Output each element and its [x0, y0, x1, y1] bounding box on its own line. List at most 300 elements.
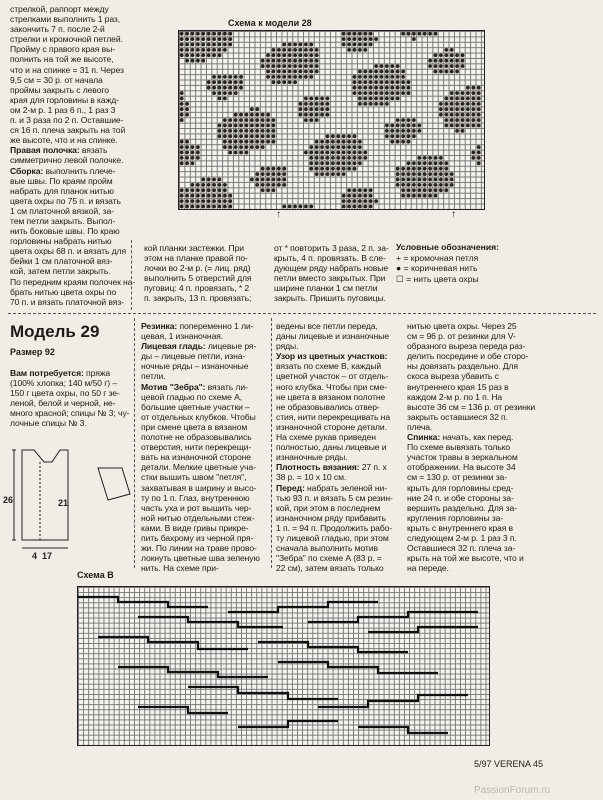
chartB-step-line	[308, 612, 478, 622]
chart28-dot	[407, 80, 411, 84]
chart28-dot	[185, 102, 189, 106]
chart28-dot	[315, 70, 319, 74]
chart28-dot	[434, 183, 438, 187]
chart28-dot	[223, 37, 227, 41]
chart28-dot	[369, 80, 373, 84]
chartB-step-line	[228, 602, 378, 612]
chart28-dot	[439, 102, 443, 106]
chart28-dot	[347, 151, 351, 155]
chart28-dot	[234, 129, 238, 133]
chart28-dot	[455, 107, 459, 111]
text-line: полнить на той же высоте,	[10, 54, 114, 65]
chart28-dot	[374, 91, 378, 95]
chart28-dot	[434, 178, 438, 182]
text-line: же высоте, что и на спинке.	[10, 135, 118, 146]
chart28-dot	[315, 113, 319, 117]
chart28-dot	[407, 32, 411, 36]
chart28-dot	[434, 156, 438, 160]
chart28-dot	[261, 124, 265, 128]
chart28-dot	[358, 140, 362, 144]
chart28-dot	[342, 172, 346, 176]
chart28-dot	[390, 97, 394, 101]
chart28-dot	[396, 140, 400, 144]
chart28-dot	[245, 140, 249, 144]
chart28-dot	[228, 118, 232, 122]
column-4	[407, 321, 537, 573]
chart28-dot	[239, 129, 243, 133]
chart28-dot	[320, 151, 324, 155]
chart28-dot	[396, 172, 400, 176]
chart28-dot	[401, 86, 405, 90]
chart28-dot	[461, 124, 465, 128]
text-line: ние 24 п. и обе стороны за-	[407, 492, 514, 503]
right-column-top	[274, 243, 392, 304]
text-line: ды – лицевые петли, изна-	[141, 351, 246, 362]
chart28-dot	[390, 129, 394, 133]
text-line: изнаночные ряды.	[276, 452, 348, 463]
chart28-dot	[369, 70, 373, 74]
chart28-dot	[439, 59, 443, 63]
chart28-dot	[315, 102, 319, 106]
text-line: большие цветные участки –	[141, 401, 250, 412]
chart28-dot	[212, 86, 216, 90]
chart28-dot	[336, 156, 340, 160]
chart28-dot	[444, 183, 448, 187]
chart28-dot	[272, 118, 276, 122]
chart28-dot	[207, 199, 211, 203]
chart28-dot	[212, 205, 216, 209]
chart28-dot	[358, 32, 362, 36]
chart28-dot	[288, 70, 292, 74]
chart28-dot	[245, 151, 249, 155]
chart28-dot	[326, 161, 330, 165]
chart28-dot	[353, 134, 357, 138]
chart28-dot	[212, 183, 216, 187]
chart28-dot	[261, 172, 265, 176]
chart28-dot	[363, 188, 367, 192]
chart28-dot	[353, 80, 357, 84]
chart28-dot	[191, 194, 195, 198]
chart28-dot	[347, 199, 351, 203]
watermark: PassionForum.ru	[474, 785, 551, 796]
chart28-dot	[477, 161, 481, 165]
chart28-dot	[201, 32, 205, 36]
chart28-dot	[304, 48, 308, 52]
text-line: пуговиц: 4 п. провязать, * 2	[144, 283, 250, 294]
chart28-dot	[272, 167, 276, 171]
chart28-dot	[369, 97, 373, 101]
chart28-dot	[477, 86, 481, 90]
chart28-dot	[461, 107, 465, 111]
chart28-dot	[363, 205, 367, 209]
chart28-dot	[239, 145, 243, 149]
chart28-dot	[336, 161, 340, 165]
chart28-dot	[299, 59, 303, 63]
text-line: полностью, даны лицевые и	[276, 442, 387, 453]
chart28-dot	[309, 70, 313, 74]
chart28-dot	[288, 53, 292, 57]
text-line: закрыть оставшиеся 32 п.	[407, 411, 508, 422]
chart28-dot	[288, 48, 292, 52]
text-line: от * повторить 3 раза, 2 п. за-	[274, 243, 389, 253]
chart28-dot	[390, 75, 394, 79]
chart28-dot	[444, 48, 448, 52]
chart28-dot	[191, 188, 195, 192]
chart28-dot	[272, 129, 276, 133]
text-line: крыть с внутреннего края в	[407, 522, 514, 533]
chart28-dot	[282, 59, 286, 63]
chart28-dot	[293, 75, 297, 79]
chart28-dot	[309, 118, 313, 122]
chart28-dot	[180, 194, 184, 198]
mid-column-top	[144, 243, 269, 304]
text-line: дующем ряду набрать новые	[274, 263, 389, 274]
chart28-dot	[439, 188, 443, 192]
chart28-dot	[191, 59, 195, 63]
chart28-dot	[277, 80, 281, 84]
chart28-dot	[477, 91, 481, 95]
chart28-dot	[423, 178, 427, 182]
chart28-dot	[385, 80, 389, 84]
chart28-dot	[201, 53, 205, 57]
chart28-dot	[293, 70, 297, 74]
chart28-dot	[185, 140, 189, 144]
chart28-dot	[320, 97, 324, 101]
chart28-dot	[288, 75, 292, 79]
chart28-dot	[239, 140, 243, 144]
chart28-dot	[407, 124, 411, 128]
chart28-dot	[423, 156, 427, 160]
chartB-step-line	[188, 687, 338, 699]
chart28-dot	[288, 43, 292, 47]
chart28-dot	[477, 151, 481, 155]
chart28-dot	[412, 183, 416, 187]
chart28-dot	[245, 118, 249, 122]
chart28-dot	[207, 32, 211, 36]
chart28-dot	[428, 194, 432, 198]
chart28-dot	[417, 178, 421, 182]
chart28-dot	[444, 97, 448, 101]
chart28-dot	[342, 37, 346, 41]
text-line: кой, затем петли закрыть.	[10, 266, 111, 277]
chart28-dot	[272, 53, 276, 57]
chart28-dot	[250, 145, 254, 149]
chart28-dot	[207, 178, 211, 182]
chart28-dot	[477, 97, 481, 101]
text-line: симметрично левой полочке.	[10, 155, 124, 166]
chart28-dot	[185, 113, 189, 117]
chart28-dot	[191, 145, 195, 149]
chart28-dot	[282, 172, 286, 176]
chart28-dot	[450, 53, 454, 57]
chart28-dot	[315, 48, 319, 52]
chart28-dot	[261, 188, 265, 192]
chart28-dot	[342, 151, 346, 155]
chart28-dot	[266, 183, 270, 187]
chart28-dot	[201, 43, 205, 47]
chart28-dot	[353, 199, 357, 203]
chart28-dot	[282, 64, 286, 68]
chart28-dot	[277, 48, 281, 52]
legend	[396, 242, 499, 284]
text-line: 22 см), затем вязать только	[276, 563, 384, 574]
chart28-dot	[369, 37, 373, 41]
text-line: не цвета в вязаном полотне	[276, 391, 386, 402]
chart28-dot	[191, 161, 195, 165]
chart28-dot	[396, 91, 400, 95]
chart28-dot	[434, 194, 438, 198]
chart28-dot	[353, 151, 357, 155]
chart28-dot	[455, 102, 459, 106]
chart28-dot	[218, 91, 222, 95]
chart28-dot	[218, 199, 222, 203]
chart28-dot	[288, 205, 292, 209]
chart28-dot	[218, 75, 222, 79]
chart28-dot	[466, 118, 470, 122]
chart28-dot	[374, 37, 378, 41]
chart28-dot	[358, 151, 362, 155]
chart28-dot	[282, 178, 286, 182]
chart28-dot	[331, 134, 335, 138]
chart28-dot	[353, 37, 357, 41]
chart28-dot	[299, 107, 303, 111]
chart28-dot	[477, 156, 481, 160]
chart28-dot	[347, 48, 351, 52]
chart28-dot	[304, 53, 308, 57]
chart28-dot	[423, 32, 427, 36]
chart28-dot	[234, 91, 238, 95]
chart28-dot	[401, 178, 405, 182]
chart28-dot	[423, 183, 427, 187]
chart28-dot	[282, 48, 286, 52]
chart28-dot	[212, 32, 216, 36]
chart28-dot	[471, 86, 475, 90]
chart28-dot	[218, 134, 222, 138]
chart28-dot	[444, 178, 448, 182]
chart28-dot	[282, 53, 286, 57]
chart28-dot	[326, 156, 330, 160]
chart28-dot	[272, 75, 276, 79]
chart28-dot	[385, 75, 389, 79]
chart28-dot	[196, 53, 200, 57]
text-line: Вам потребуется: пряжа	[10, 368, 111, 378]
model-size: Размер 92	[10, 347, 55, 357]
chart28-dot	[444, 59, 448, 63]
chartB-step-line	[138, 707, 228, 713]
chartB-step-line	[358, 727, 448, 733]
chart28-dot	[191, 156, 195, 160]
chart28-dot	[407, 134, 411, 138]
chart28-dot	[309, 53, 313, 57]
chart28-dot	[293, 48, 297, 52]
chart28-dot	[347, 167, 351, 171]
chart28-dot	[461, 59, 465, 63]
chart28-dot	[396, 64, 400, 68]
chart28-dot	[299, 75, 303, 79]
chart28-dot	[380, 64, 384, 68]
chart28-dot	[401, 129, 405, 133]
chart28-dot	[358, 97, 362, 101]
chart28-dot	[347, 188, 351, 192]
text-line: изнаночной стороне детали.	[276, 421, 387, 432]
chart28-dot	[434, 64, 438, 68]
chart28-dot	[477, 124, 481, 128]
text-line: Сборка: выполнить плече-	[10, 165, 116, 176]
chart28-dot	[342, 156, 346, 160]
chart28-dot	[282, 80, 286, 84]
pattern-width-4: 4	[32, 551, 38, 561]
chart28-dot	[272, 124, 276, 128]
chart28-dot	[250, 113, 254, 117]
chart28-dot	[304, 97, 308, 101]
chart28-dot	[191, 43, 195, 47]
chart28-dot	[272, 134, 276, 138]
chart28-dot	[250, 140, 254, 144]
text-line: участок травы в зеркальном	[407, 452, 518, 463]
chart28-dot	[444, 70, 448, 74]
chart28-dot	[407, 118, 411, 122]
chart28-dot	[401, 124, 405, 128]
chart28-dot	[477, 118, 481, 122]
chartB-title: Схема В	[77, 570, 114, 580]
chart28-dot	[261, 64, 265, 68]
chart28-dot	[282, 75, 286, 79]
chart28-dot	[331, 151, 335, 155]
chart28-dot	[266, 118, 270, 122]
chart28-dot	[196, 194, 200, 198]
chart28-dot	[358, 43, 362, 47]
chart28-dot	[412, 37, 416, 41]
chart28-dot	[228, 80, 232, 84]
chart28-dot	[380, 97, 384, 101]
chart28-dot	[304, 113, 308, 117]
chart28-dot	[185, 205, 189, 209]
chart28-dot	[309, 48, 313, 52]
chart28-dot	[353, 75, 357, 79]
chart28-dot	[218, 194, 222, 198]
text-line: жи. По линии на траве прово-	[141, 543, 257, 554]
chart28-dot	[461, 97, 465, 101]
chart28-dot	[385, 64, 389, 68]
chart28-dot	[299, 53, 303, 57]
chart28-dot	[374, 86, 378, 90]
chart28-dot	[309, 151, 313, 155]
text-line: этом на планке правой по-	[144, 253, 248, 264]
chart28-dot	[250, 124, 254, 128]
chart28-dot	[428, 64, 432, 68]
chart28-dot	[250, 129, 254, 133]
text-line: отверстия, нити перекрещи-	[141, 442, 252, 453]
chart28-dot	[417, 194, 421, 198]
chart28-dot	[282, 70, 286, 74]
chart28-dot	[207, 48, 211, 52]
chart28-dot	[218, 80, 222, 84]
chart28-dot	[320, 107, 324, 111]
chart28-dot	[245, 129, 249, 133]
chart28-dot	[412, 172, 416, 176]
chart28-dot	[185, 43, 189, 47]
chart28-dot	[191, 37, 195, 41]
chart28-dot	[239, 118, 243, 122]
chart28-dot	[471, 151, 475, 155]
chart28-dot	[207, 188, 211, 192]
chart28-dot	[223, 43, 227, 47]
chart28-dot	[255, 118, 259, 122]
chart28-dot	[272, 172, 276, 176]
chart28-dot	[401, 134, 405, 138]
chart28-dot	[196, 43, 200, 47]
text-line: По схеме вывязать только	[407, 442, 511, 453]
chart28-dot	[471, 124, 475, 128]
text-line: "Зебра" по схеме А (83 р. =	[276, 553, 382, 564]
chart28-dot	[266, 64, 270, 68]
chart28-dot	[185, 199, 189, 203]
chart28-dot	[407, 129, 411, 133]
chart28-dot	[304, 70, 308, 74]
chart28-dot	[261, 113, 265, 117]
chart28-dot	[417, 156, 421, 160]
chart28-dot	[434, 53, 438, 57]
chart28-dot	[261, 118, 265, 122]
chart28-dot	[407, 183, 411, 187]
chart28-dot	[228, 43, 232, 47]
chart28-dot	[261, 140, 265, 144]
chart28-dot	[390, 86, 394, 90]
chart28-dot	[466, 113, 470, 117]
chart28-dot	[255, 107, 259, 111]
chart28-dot	[218, 124, 222, 128]
chart28-dot	[315, 59, 319, 63]
text-line: кой планки застежки. При	[144, 243, 244, 253]
chart28-dot	[353, 86, 357, 90]
text-line: вершить раздельно. Для за-	[407, 502, 517, 513]
chart28-dot	[412, 124, 416, 128]
model-title: Модель 29	[10, 322, 100, 341]
chart28-dot	[396, 86, 400, 90]
text-line: закончить 7 п. после 2-й	[10, 24, 105, 35]
chart28-dot	[407, 86, 411, 90]
text-line: петли.	[141, 371, 166, 382]
chart28-dot	[277, 178, 281, 182]
chart28-grid	[178, 30, 485, 210]
chart28-dot	[277, 53, 281, 57]
text-line: п. и 3 раза по 2 п. Оставшие-	[10, 115, 124, 126]
chart28-dot	[228, 145, 232, 149]
chart28-dot	[466, 91, 470, 95]
chart28-dot	[363, 97, 367, 101]
chart28-dot	[412, 188, 416, 192]
chart28-dot	[466, 107, 470, 111]
chart28-dot	[342, 161, 346, 165]
chart28-dot	[191, 32, 195, 36]
chart28-dot	[347, 194, 351, 198]
chart28-dot	[223, 48, 227, 52]
chart28-dot	[255, 172, 259, 176]
chart28-dot	[207, 37, 211, 41]
chart28-dot	[363, 199, 367, 203]
text-line: локнуть цветные шва зеленую	[141, 553, 260, 564]
chart28-dot	[299, 70, 303, 74]
chart28-dot	[309, 167, 313, 171]
chart28-dot	[374, 80, 378, 84]
chart28-dot	[450, 113, 454, 117]
chart28-dot	[455, 124, 459, 128]
chart28-dot	[358, 205, 362, 209]
chart28-dot	[455, 129, 459, 133]
chart28-dot	[363, 75, 367, 79]
chart28-dot	[218, 86, 222, 90]
chart28-dot	[180, 43, 184, 47]
